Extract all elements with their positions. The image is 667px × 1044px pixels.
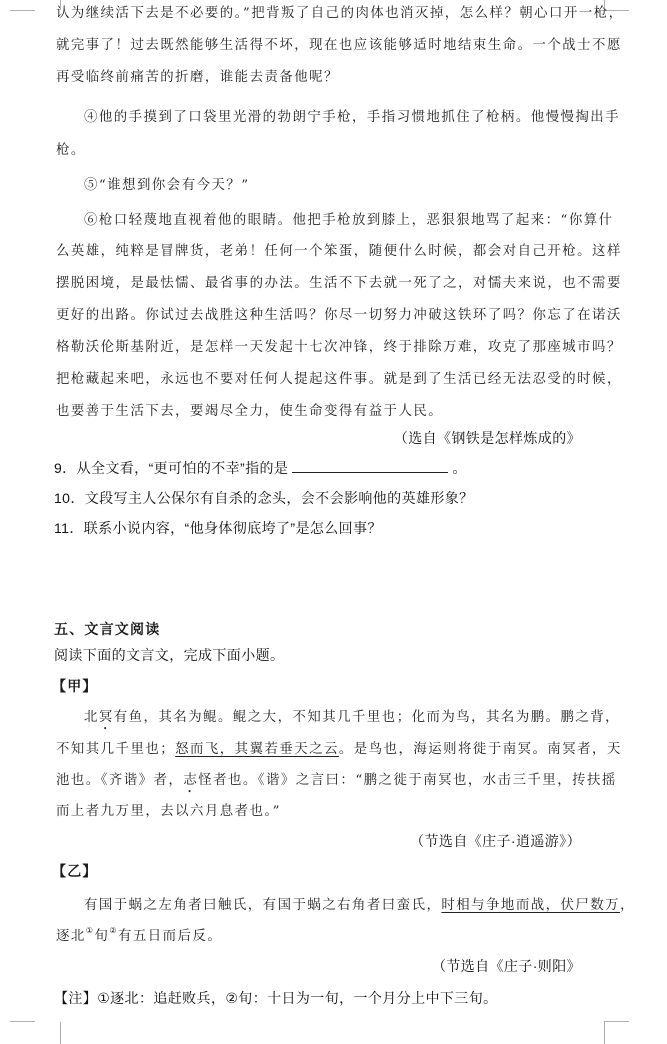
passage-line: 就完事了！过去既然能够生活得不坏，现在也应该能够适时地结束生命。一个战士不愿 [56, 38, 622, 53]
emphasis-char: 志 [183, 773, 199, 788]
underlined-sentence: 怒而飞，其翼若垂天之云 [175, 742, 339, 757]
paragraph-6-line: 更好的出路。你试过去战胜这种生活吗？你尽一切努力冲破这铁环了吗？你忘了在诺沃 [56, 308, 622, 323]
underlined-sentence: 时相与争地而战，伏尸数万 [441, 898, 621, 913]
question-9-text: 9．从全文看，“更可怕的不幸”指的是 [54, 460, 289, 476]
yi-source: （节选自《庄子·则阳》 [431, 958, 581, 974]
section-title: 五、文言文阅读 [54, 622, 161, 638]
question-11: 11．联系小说内容，“他身体彻底垮了”是怎么回事？ [54, 520, 382, 536]
paragraph-6-line: 把枪藏起来吧，永远也不要对任何人提起这件事。就是到了生活已经无法忍受的时候， [56, 372, 622, 387]
answer-blank[interactable] [292, 458, 448, 473]
section-instruction: 阅读下面的文言文，完成下面小题。 [54, 647, 285, 663]
passage-line: 再受临终前痛苦的折磨，谁能去责备他呢？ [56, 70, 339, 85]
paragraph-5: ⑤“谁想到你会有今天？” [84, 178, 250, 193]
jia-line-4: 而上者九万里，去以六月息者也。” [56, 804, 282, 819]
jia-line-1: 北冥有鱼，其名为鲲。鲲之大，不知其几千里也；化而为鸟，其名为鹏。鹏之背， [84, 710, 621, 725]
paragraph-6-line: ⑥枪口轻蔑地直视着他的眼睛。他把手枪放到膝上，恶狠狠地骂了起来：“你算什 [84, 213, 614, 228]
footnote-mark: ① [85, 926, 95, 935]
paragraph-6-line: 也要善于生活下去，要竭尽全力，使生命变得有益于人民。 [56, 404, 444, 419]
paragraph-4-line: ④他的手摸到了口袋里光滑的勃朗宁手枪，手指习惯地抓住了枪柄。他慢慢掏出手 [84, 110, 621, 125]
passage-jia-label: 【甲】 [52, 679, 98, 695]
yi-line-1: 有国于蜗之左角者曰触氏，有国于蜗之右角者曰蛮氏，时相与争地而战，伏尸数万， [84, 898, 635, 913]
question-9-end: 。 [452, 460, 467, 476]
source-citation: （选自《钢铁是怎样炼成的》 [393, 430, 581, 446]
jia-line-3: 池也。《齐谐》者，志怪者也。《谐》之言曰：“鹏之徙于南冥也，水击三千里，抟扶摇 [56, 773, 617, 788]
passage-line: 认为继续活下去是不必要的。”把背叛了自己的肉体也消灭掉，怎么样？朝心口开一枪， [56, 6, 624, 21]
jia-source: （节选自《庄子·逍遥游》） [410, 833, 581, 849]
passage-yi-label: 【乙】 [52, 864, 98, 880]
yi-line-2: 逐北①旬②有五日而后反。 [56, 926, 223, 944]
paragraph-6-line: 摆脱困境，是最怯懦、最省事的办法。生活不下去就一死了之，对懦夫来说，也不需要 [56, 276, 622, 291]
question-9 [54, 458, 467, 478]
paragraph-6-line: 么英雄，纯粹是冒牌货，老弟！任何一个笨蛋，随便什么时候，都会对自己开枪。这样 [56, 244, 622, 259]
paragraph-4-line: 枪。 [56, 143, 86, 158]
emphasis-char: 冥 [98, 710, 114, 725]
paragraph-6-line: 格勒沃伦斯基附近，是怎样一天发起十七次冲锋，终于排除万难，攻克了那座城市吗？ [56, 340, 622, 355]
footnote: 【注】①逐北：追赶败兵，②旬：十日为一旬，一个月分上中下三旬。 [54, 990, 498, 1006]
footnote-mark: ② [109, 926, 119, 935]
question-10: 10．文段写主人公保尔有自杀的念头，会不会影响他的英雄形象？ [54, 490, 474, 506]
jia-line-2: 不知其几千里也；怒而飞，其翼若垂天之云。是鸟也，海运则将徙于南冥。南冥者，天 [56, 742, 622, 757]
